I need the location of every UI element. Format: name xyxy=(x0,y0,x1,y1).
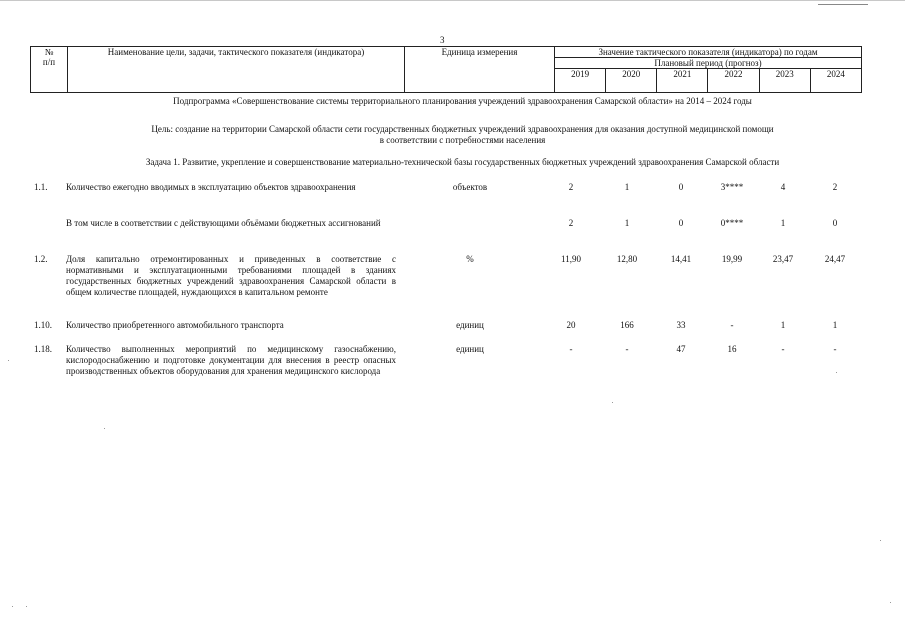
row-value-2022: 16 xyxy=(727,344,737,354)
page-number: 3 xyxy=(440,35,445,45)
header-num: № п/п xyxy=(31,47,68,93)
row-name: В том числе в соответствии с действующими объёмами бюджетных ассигнований xyxy=(66,218,381,228)
header-year: 2024 xyxy=(810,69,861,93)
row-unit: % xyxy=(466,254,474,264)
row-value-2021: 0 xyxy=(678,182,684,192)
scan-speck xyxy=(8,360,9,361)
row-value-2021: 33 xyxy=(676,320,686,330)
row-number: 1.1. xyxy=(34,182,48,192)
row-value-2020: 166 xyxy=(620,320,634,330)
row-value-2019: 2 xyxy=(568,182,574,192)
subprogram-title: Подпрограмма «Совершенствование системы территориального планирования учреждений здравоохранения Самарской области» на 2014 – 2024 годы xyxy=(173,96,752,106)
row-value-2020: 1 xyxy=(624,218,630,228)
row-value-2019: - xyxy=(569,344,573,354)
header-name: Наименование цели, задачи, тактического показателя (индикатора) xyxy=(68,47,405,93)
header-plan-period: Плановый период (прогноз) xyxy=(555,58,862,69)
row-value-2021: 0 xyxy=(678,218,684,228)
top-border-line xyxy=(0,0,905,1)
row-value-2022: - xyxy=(730,320,734,330)
header-unit: Единица измерения xyxy=(405,47,555,93)
scan-speck xyxy=(612,402,613,403)
scan-speck xyxy=(12,606,13,607)
row-value-2020: 1 xyxy=(624,182,630,192)
row-value-2020: 12,80 xyxy=(616,254,638,264)
header-table xyxy=(30,46,862,93)
row-value-2019: 11,90 xyxy=(561,254,581,264)
goal-line-2: в соответствии с потребностями населения xyxy=(379,135,546,145)
row-number: 1.18. xyxy=(34,344,52,354)
row-name: Количество ежегодно вводимых в эксплуатацию объектов здравоохранения xyxy=(66,182,356,192)
header-year: 2019 xyxy=(555,69,606,93)
row-value-2020: - xyxy=(625,344,629,354)
row-value-2023: 23,47 xyxy=(772,254,794,264)
scan-speck xyxy=(104,428,105,429)
task-title: Задача 1. Развитие, укрепление и совершенствование материально-технической базы государственных бюджетных учреждений здравоохранения Самарской области xyxy=(145,157,780,167)
row-value-2024: 1 xyxy=(832,320,838,330)
scan-speck xyxy=(880,540,881,541)
row-value-2023: 4 xyxy=(780,182,786,192)
row-value-2022: 3**** xyxy=(720,182,744,192)
header-year: 2023 xyxy=(759,69,810,93)
scan-mark xyxy=(818,4,868,5)
header-year: 2022 xyxy=(708,69,759,93)
row-value-2021: 47 xyxy=(676,344,686,354)
scan-speck xyxy=(26,606,27,607)
row-number: 1.10. xyxy=(34,320,52,330)
row-value-2019: 20 xyxy=(566,320,576,330)
row-name: Количество приобретенного автомобильного транспорта xyxy=(66,320,284,330)
row-value-2022: 0**** xyxy=(720,218,744,228)
header-values-title: Значение тактического показателя (индикатора) по годам xyxy=(555,47,862,58)
row-name: Доля капитально отремонтированных и приведенных в соответствие с нормативными и эксплуатационными требованиями площадей в зданиях государственных бюджетных учреждений здравоохранения Самарской области в общем количестве площадей, нуждающихся в капитальном ремонте xyxy=(66,254,396,297)
row-unit: единиц xyxy=(456,344,484,354)
scan-speck xyxy=(890,602,891,603)
row-value-2024: - xyxy=(833,344,837,354)
goal-line-1: Цель: создание на территории Самарской области сети государственных бюджетных учреждений здравоохранения для оказания доступной медицинской помощи xyxy=(151,124,774,134)
row-value-2021: 14,41 xyxy=(670,254,692,264)
row-value-2023: 1 xyxy=(780,218,786,228)
header-year: 2020 xyxy=(606,69,657,93)
header-year: 2021 xyxy=(657,69,708,93)
row-unit: объектов xyxy=(452,182,488,192)
row-value-2023: - xyxy=(781,344,785,354)
row-value-2019: 2 xyxy=(568,218,574,228)
row-value-2024: 2 xyxy=(832,182,838,192)
row-value-2024: 24,47 xyxy=(824,254,846,264)
row-unit: единиц xyxy=(456,320,484,330)
row-value-2022: 19,99 xyxy=(721,254,743,264)
row-number: 1.2. xyxy=(34,254,48,264)
row-name: Количество выполненных мероприятий по медицинскому газоснабжению, кислородоснабжению и подготовке документации для внесения в реестр опасных производственных объектов оборудования для хранения медицинского кислорода xyxy=(66,344,396,376)
row-value-2024: 0 xyxy=(832,218,838,228)
row-value-2023: 1 xyxy=(780,320,786,330)
scan-speck xyxy=(836,372,837,373)
